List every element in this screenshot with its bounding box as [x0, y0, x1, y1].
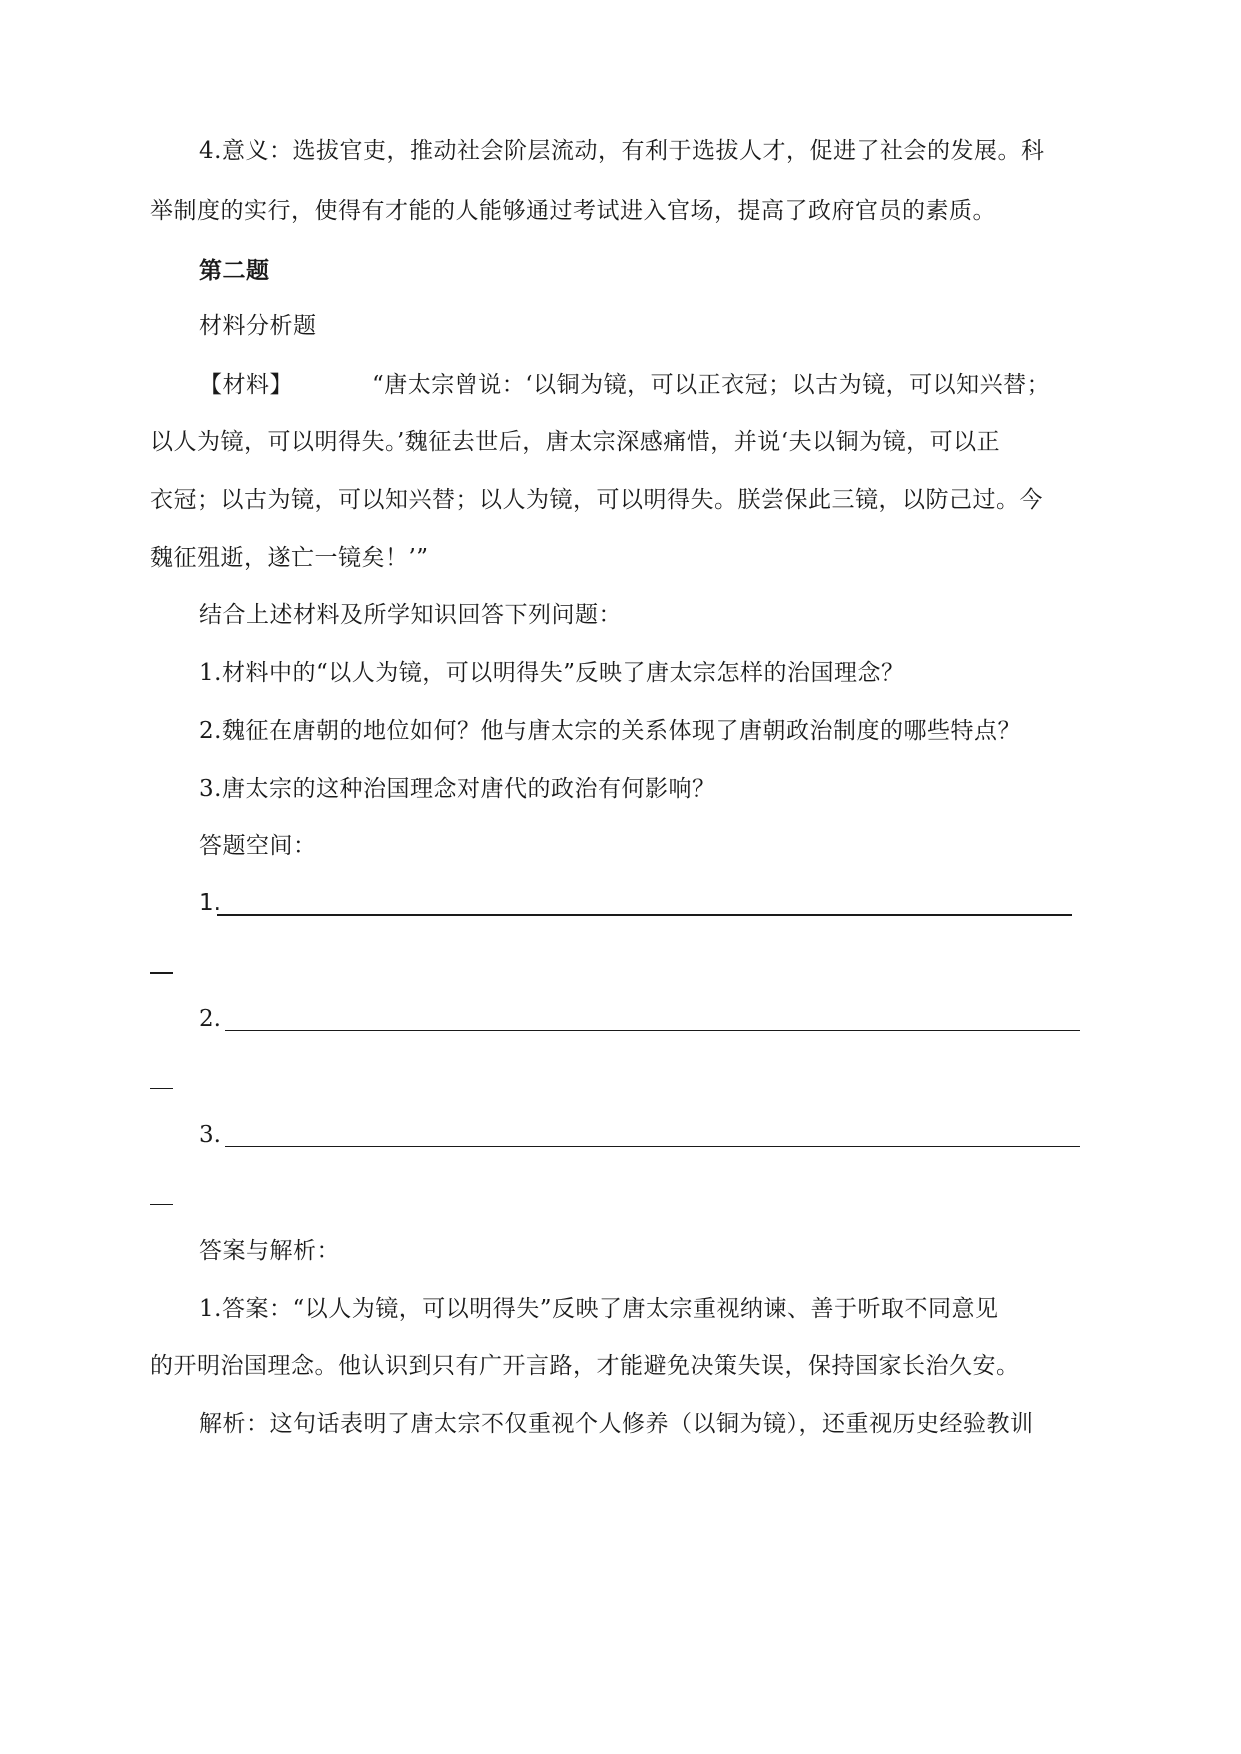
- answer-line-2[interactable]: [225, 1030, 1080, 1031]
- question-2: 2.魏征在唐朝的地位如何？他与唐太宗的关系体现了唐朝政治制度的哪些特点？: [199, 718, 1021, 744]
- material-line: “唐太宗曾说：‘以铜为镜，可以正衣冠；以古为镜，可以知兴替；: [372, 372, 1051, 398]
- material-label: 【材料】: [199, 372, 293, 398]
- material-line: 魏征殂逝，遂亡一镜矣！’”: [150, 545, 429, 571]
- answer-1-line: 1.答案：“以人为镜，可以明得失”反映了唐太宗重视纳谏、善于听取不同意见: [199, 1296, 999, 1322]
- instruction-text: 结合上述材料及所学知识回答下列问题：: [199, 602, 622, 628]
- answer-line-1-continuation[interactable]: [150, 972, 173, 974]
- answer-space-label: 答题空间：: [199, 833, 317, 859]
- answer-line-1[interactable]: [217, 914, 1072, 916]
- question-type: 材料分析题: [199, 313, 317, 339]
- answer-blank-1-number: 1.: [199, 890, 221, 916]
- analysis-line: 解析：这句话表明了唐太宗不仅重视个人修养（以铜为镜），还重视历史经验教训: [199, 1411, 1034, 1437]
- section-title: 第二题: [199, 257, 270, 284]
- material-line: 衣冠；以古为镜，可以知兴替；以人为镜，可以明得失。朕尝保此三镜，以防己过。今: [150, 487, 1043, 513]
- material-line: 以人为镜，可以明得失。’魏征去世后，唐太宗深感痛惜，并说‘夫以铜为镜，可以正: [150, 429, 1001, 455]
- paragraph-line: 4.意义：选拔官吏，推动社会阶层流动，有利于选拔人才，促进了社会的发展。科: [199, 138, 1045, 164]
- question-3: 3.唐太宗的这种治国理念对唐代的政治有何影响？: [199, 776, 716, 802]
- answers-label: 答案与解析：: [199, 1238, 340, 1264]
- answer-1-line: 的开明治国理念。他认识到只有广开言路，才能避免决策失误，保持国家长治久安。: [150, 1353, 1020, 1379]
- answer-line-3-continuation[interactable]: [150, 1204, 173, 1205]
- answer-line-2-continuation[interactable]: [150, 1088, 173, 1089]
- answer-line-3[interactable]: [225, 1146, 1080, 1147]
- paragraph-line: 举制度的实行，使得有才能的人能够通过考试进入官场，提高了政府官员的素质。: [150, 198, 996, 224]
- question-1: 1.材料中的“以人为镜，可以明得失”反映了唐太宗怎样的治国理念？: [199, 660, 905, 686]
- answer-blank-2-number: 2.: [199, 1006, 221, 1032]
- answer-blank-3-number: 3.: [199, 1122, 221, 1148]
